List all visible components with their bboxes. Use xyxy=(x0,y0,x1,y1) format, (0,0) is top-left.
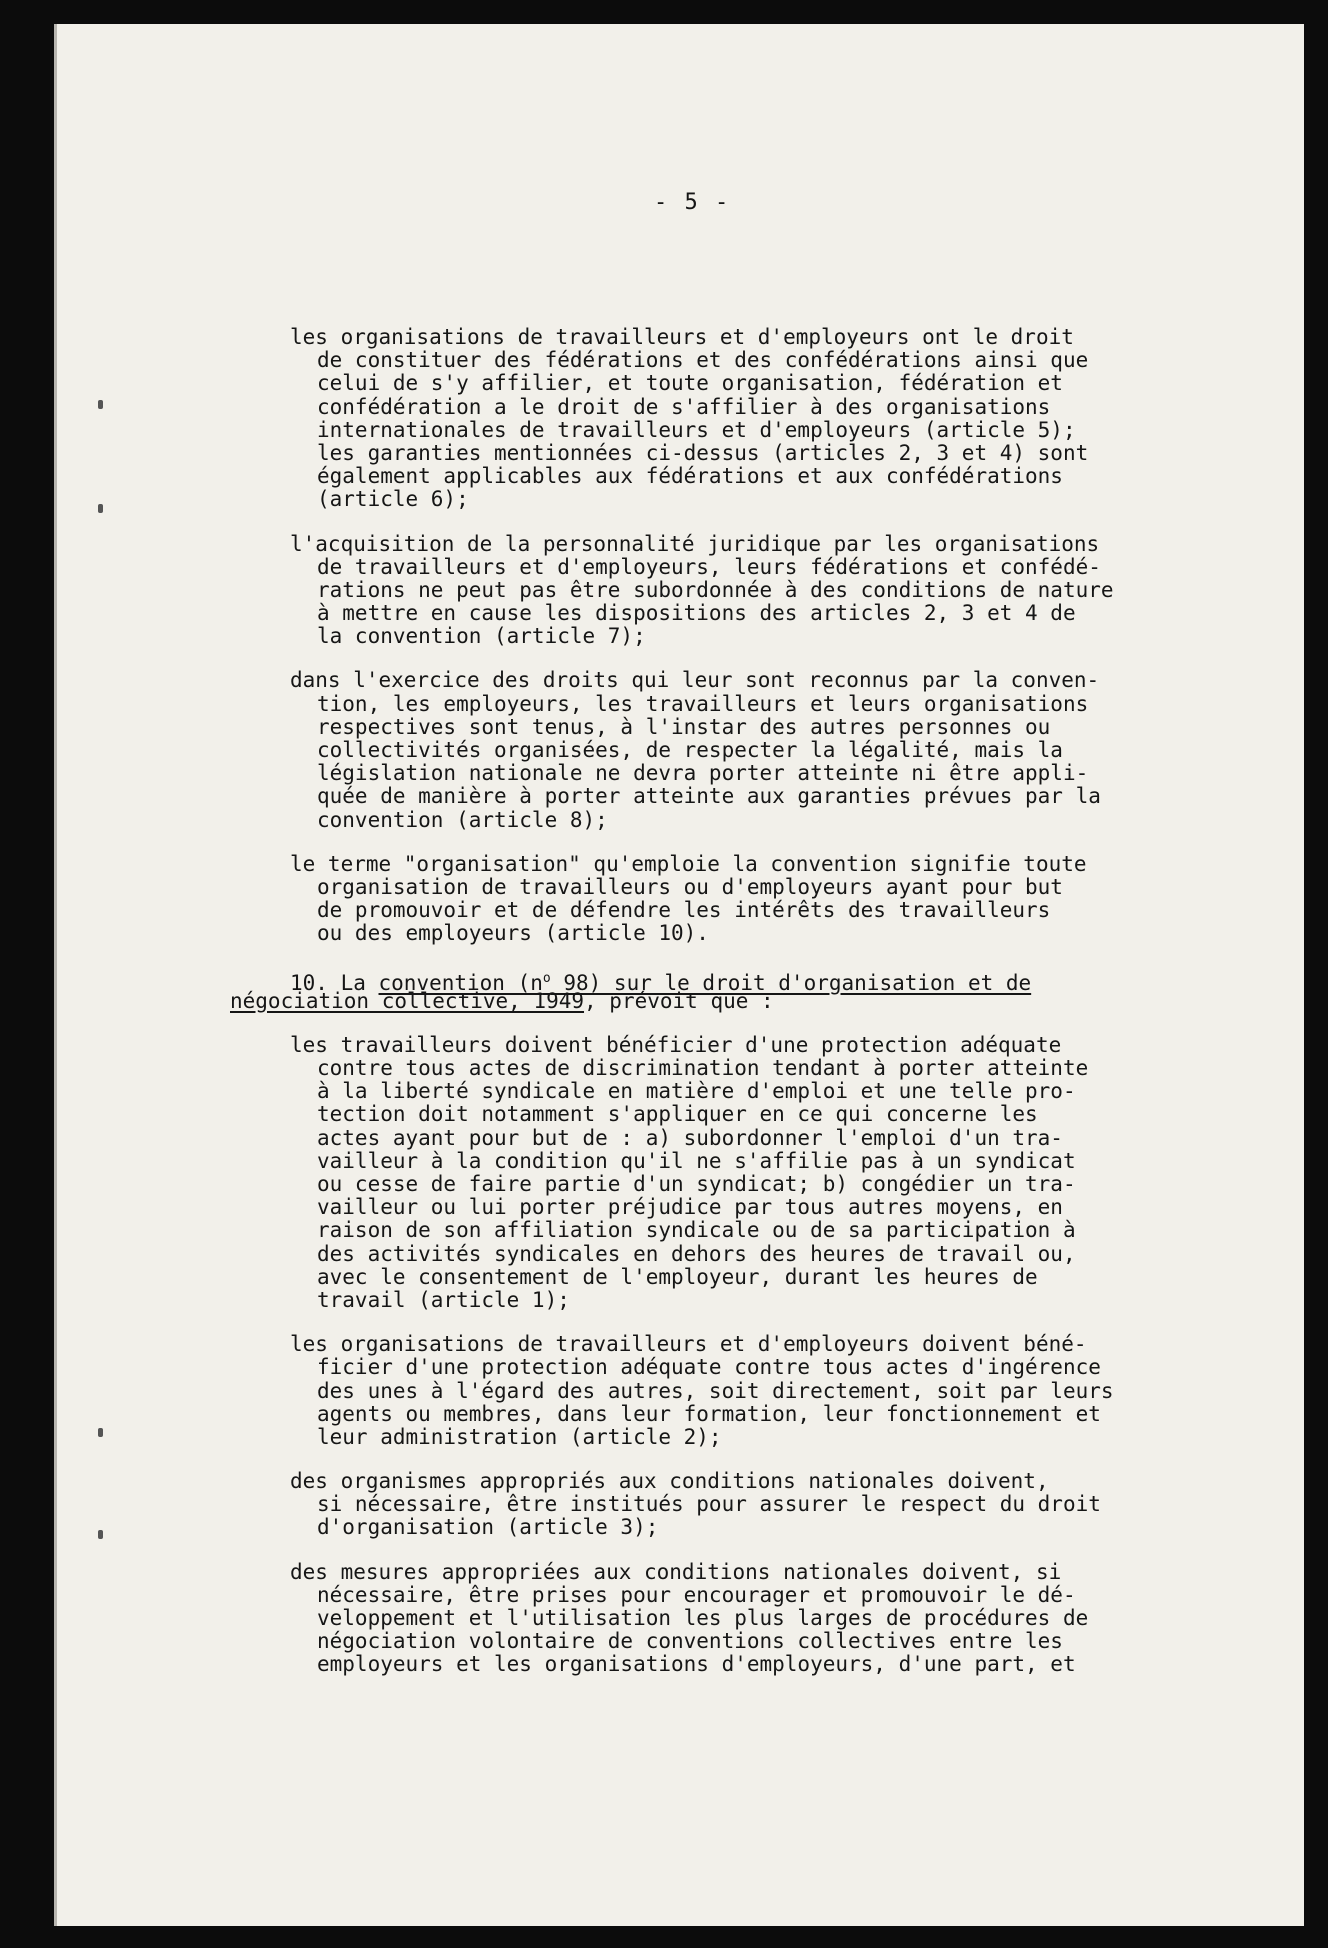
page-number: - 5 - xyxy=(654,190,731,215)
text-line: à la liberté syndicale en matière d'emploi et une telle pro- xyxy=(317,1079,1076,1104)
paragraph-10-line-1: 10. La convention ($n^o$ 98) sur le droit d'organisation et de xyxy=(290,970,1032,995)
clause-paragraph xyxy=(290,853,1280,946)
text-line: de constituer des fédérations et des confédérations ainsi que xyxy=(317,348,1089,373)
text-line: actes ayant pour but de : a) subordonner l'emploi d'un tra- xyxy=(317,1125,1063,1150)
text-line: contre tous actes de discrimination tendant à porter atteinte xyxy=(317,1056,1089,1081)
clause-paragraph xyxy=(290,1034,1280,1312)
text-line: la convention (article 7); xyxy=(317,624,646,649)
convention-title: convention ($n^o$ 98) sur le droit d'organisation et de xyxy=(378,970,1032,995)
clause-paragraph xyxy=(290,326,1280,512)
text-line: organisation de travailleurs ou d'employeurs ayant pour but xyxy=(317,874,1063,899)
text-line: celui de s'y affilier, et toute organisation, fédération et xyxy=(317,371,1063,396)
clause-paragraph xyxy=(290,1333,1280,1449)
text-line: les organisations de travailleurs et d'employeurs ont le droit xyxy=(290,325,1074,349)
text-line: travail (article 1); xyxy=(317,1287,570,1312)
text-line: négociation volontaire de conventions collectives entre les xyxy=(317,1629,1063,1654)
text-line: les organisations de travailleurs et d'employeurs doivent béné- xyxy=(290,1332,1087,1357)
text-line: nécessaire, être prises pour encourager et promouvoir le dé- xyxy=(317,1582,1076,1607)
text-line: ficier d'une protection adéquate contre tous actes d'ingérence xyxy=(317,1355,1101,1380)
text-line: confédération a le droit de s'affilier à des organisations xyxy=(317,394,1051,419)
clause-list-c87 xyxy=(290,326,1280,946)
text-line: employeurs et les organisations d'employeurs, d'une part, et xyxy=(317,1652,1076,1677)
text-line: ou cesse de faire partie d'un syndicat; b) congédier un tra- xyxy=(317,1172,1076,1196)
text-line: tion, les employeurs, les travailleurs et leurs organisations xyxy=(317,691,1089,716)
text-line: ou des employeurs (article 10). xyxy=(317,921,709,946)
text-line: quée de manière à porter atteinte aux garanties prévues par la xyxy=(317,784,1101,809)
document-page xyxy=(54,24,1304,1926)
text-line: avec le consentement de l'employeur, durant les heures de xyxy=(317,1264,1038,1289)
clause-paragraph xyxy=(290,1470,1280,1540)
text-line: veloppement et l'utilisation les plus larges de procédures de xyxy=(317,1606,1089,1630)
paragraph-10-line-2: négociation collective, 1949, prévoit que : xyxy=(230,988,774,1013)
text-line: agents ou membres, dans leur formation, leur fonctionnement et xyxy=(317,1401,1101,1426)
text-line: dans l'exercice des droits qui leur sont reconnus par la conven- xyxy=(290,668,1100,693)
text-line: l'acquisition de la personnalité juridique par les organisations xyxy=(290,531,1100,556)
text-line: leur administration (article 2); xyxy=(317,1424,722,1449)
text-line: à mettre en cause les dispositions des articles 2, 3 et 4 de xyxy=(317,601,1076,626)
convention-title-cont: négociation collective, 1949 xyxy=(230,988,585,1013)
clause-paragraph xyxy=(290,669,1280,831)
text-line: respectives sont tenus, à l'instar des autres personnes ou xyxy=(317,714,1051,739)
clause-paragraph xyxy=(290,1561,1280,1677)
text-line: des activités syndicales en dehors des heures de travail ou, xyxy=(317,1241,1076,1266)
text-line: vailleur à la condition qu'il ne s'affilie pas à un syndicat xyxy=(317,1148,1076,1173)
text-line: raison de son affiliation syndicale ou de sa participation à xyxy=(317,1218,1076,1243)
clause-paragraph xyxy=(290,533,1280,649)
text-line: rations ne peut pas être subordonnée à des conditions de nature xyxy=(317,577,1114,602)
text-line: vailleur ou lui porter préjudice par tous autres moyens, en xyxy=(317,1195,1063,1220)
clause-list-c98 xyxy=(290,1013,1280,1677)
page-content xyxy=(54,24,1304,1926)
text-line: le terme "organisation" qu'emploie la convention signifie toute xyxy=(290,851,1087,876)
text-line: d'organisation (article 3); xyxy=(317,1515,659,1540)
text-line: les garanties mentionnées ci-dessus (articles 2, 3 et 4) sont xyxy=(317,440,1089,465)
text-line: les travailleurs doivent bénéficier d'une protection adéquate xyxy=(290,1032,1062,1057)
text-line: des mesures appropriées aux conditions nationales doivent, si xyxy=(290,1559,1062,1584)
paragraph-10-heading xyxy=(230,967,1280,1013)
text-line: si nécessaire, être institués pour assurer le respect du droit xyxy=(317,1492,1101,1517)
text-line: de promouvoir et de défendre les intérêts des travailleurs xyxy=(317,898,1051,923)
text-line: de travailleurs et d'employeurs, leurs fédérations et confédé- xyxy=(317,554,1101,579)
text-line: des organismes appropriés aux conditions nationales doivent, xyxy=(290,1469,1049,1494)
text-line: des unes à l'égard des autres, soit directement, soit par leurs xyxy=(317,1378,1114,1403)
body-text xyxy=(230,325,1280,1677)
text-line: convention (article 8); xyxy=(317,807,608,832)
text-line: législation nationale ne devra porter atteinte ni être appli- xyxy=(317,761,1089,786)
text-line: internationales de travailleurs et d'employeurs (article 5); xyxy=(317,417,1076,442)
text-line: collectivités organisées, de respecter la légalité, mais la xyxy=(317,738,1063,762)
text-line: tection doit notamment s'appliquer en ce qui concerne les xyxy=(317,1102,1038,1127)
text-line: (article 6); xyxy=(317,487,469,512)
text-line: également applicables aux fédérations et aux confédérations xyxy=(317,464,1063,489)
